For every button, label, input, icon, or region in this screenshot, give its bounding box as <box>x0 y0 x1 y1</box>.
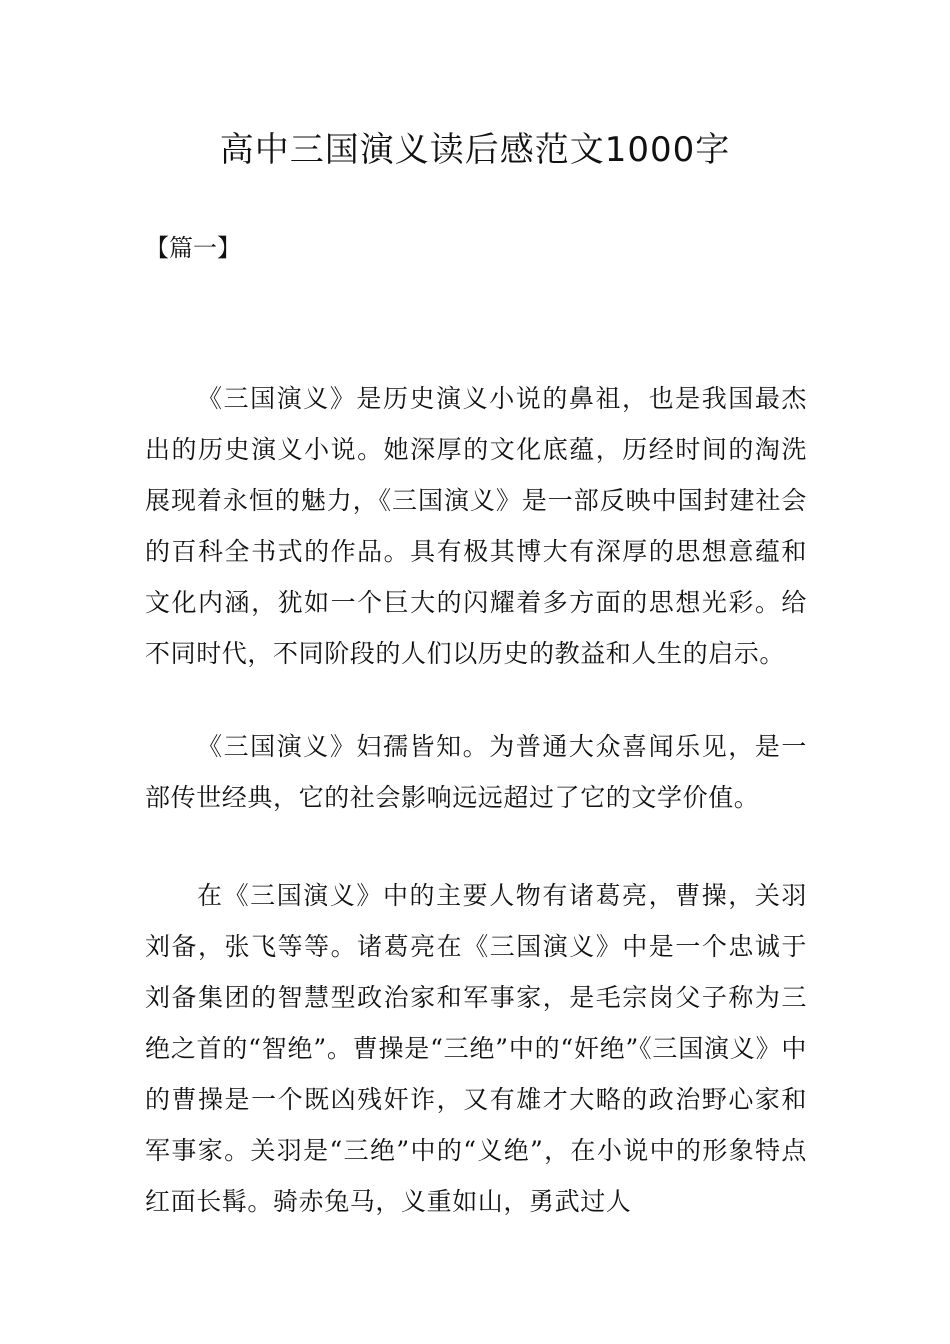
paragraph-3: 在《三国演义》中的主要人物有诸葛亮，曹操，关羽刘备，张飞等等。诸葛亮在《三国演义》中是一个忠诚于刘备集团的智慧型政治家和军事家，是毛宗岗父子称为三绝之首的“智绝”。曹操是“三绝”中的“奸绝”《三国演义》中的曹操是一个既凶残奸诈，又有雄才大略的政治野心家和军事家。关羽是“三绝”中的“义绝”，在小说中的形象特点红面长髯。骑赤兔马，义重如山，勇武过人 <box>145 881 807 1216</box>
document-title: 高中三国演义读后感范文1000字 <box>219 130 731 170</box>
paragraph-1: 《三国演义》是历史演义小说的鼻祖，也是我国最杰出的历史演义小说。她深厚的文化底蕴，历经时间的淘洗展现着永恒的魅力，《三国演义》是一部反映中国封建社会的百科全书式的作品。具有极其博大有深厚的思想意蕴和文化内涵，犹如一个巨大的闪耀着多方面的思想光彩。给不同时代，不同阶段的人们以历史的教益和人生的启示。 <box>145 384 807 668</box>
section-label: 【篇一】 <box>145 234 241 262</box>
paragraph-2: 《三国演义》妇孺皆知。为普通大众喜闻乐见，是一部传世经典，它的社会影响远远超过了它的文学价值。 <box>145 732 807 812</box>
